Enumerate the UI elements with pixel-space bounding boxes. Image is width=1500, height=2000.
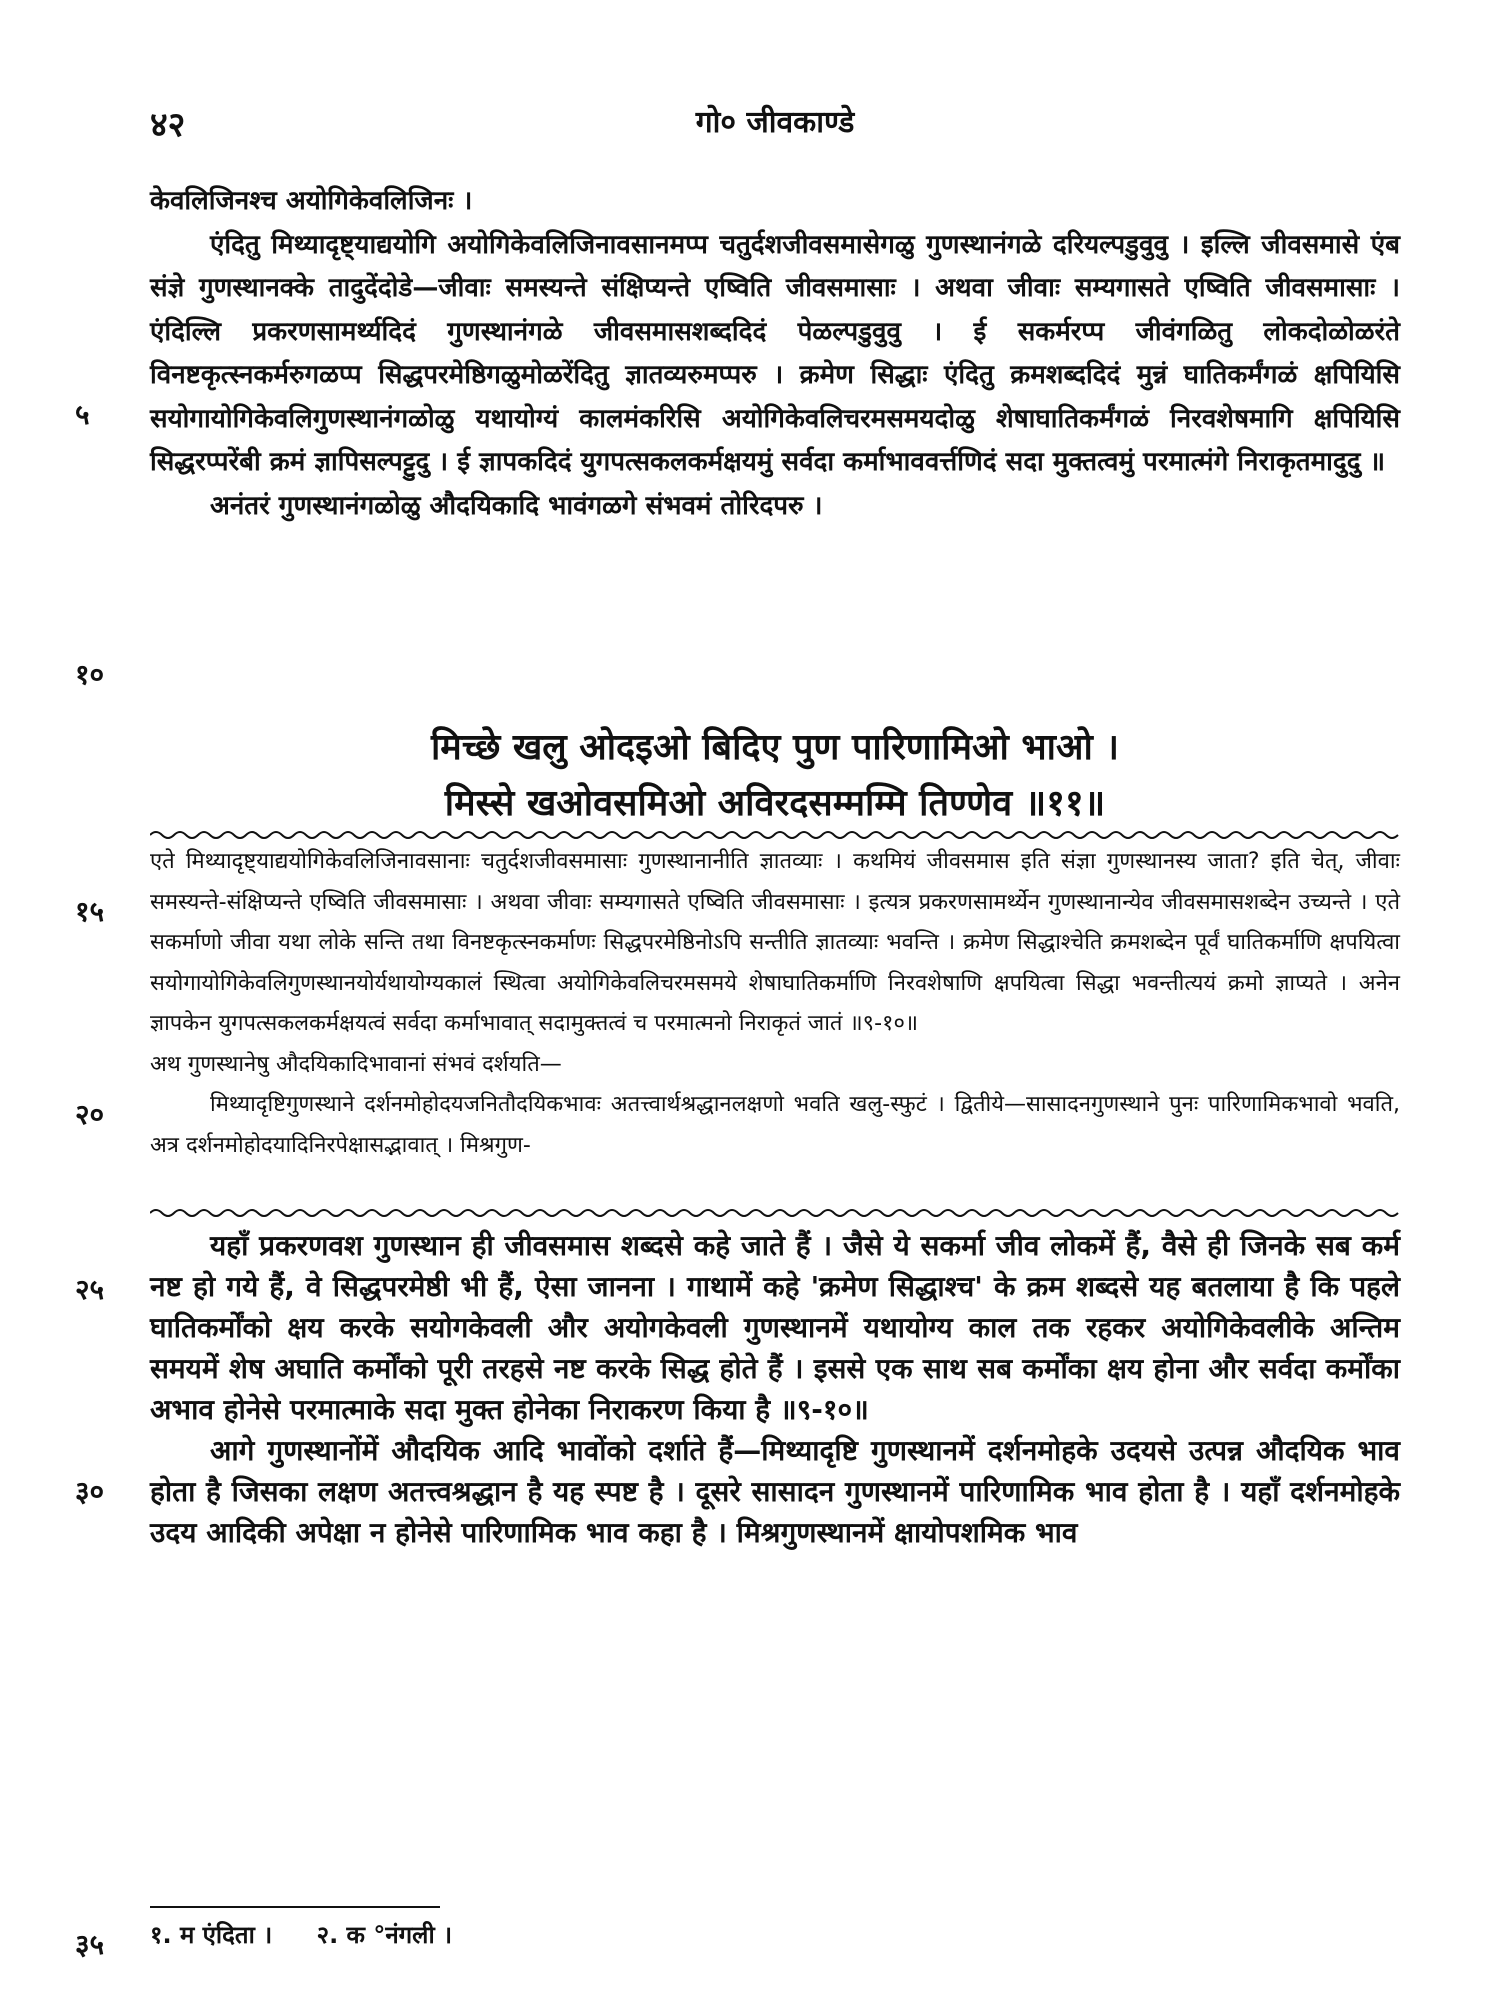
gatha-verse [150,720,1400,832]
footnotes [150,1918,488,1951]
verse-line: मिस्से खओवसमिओ अविरदसम्मम्मि तिण्णेव ॥११॥ [444,783,1106,824]
line-number: १० [75,658,105,691]
wavy-separator [150,1206,1400,1220]
wavy-separator [150,828,1400,842]
running-title: गो० जीवकाण्डे [695,105,855,140]
commentary-paragraph: अथ गुणस्थानेषु औदयिकादिभावानां संभवं दर्शयति— [150,1051,562,1077]
sanskrit-commentary [150,842,1400,1166]
commentary-paragraph: केवलिजिनश्च अयोगिकेवलिजिनः । [150,186,473,216]
hindi-translation [150,1225,1400,1553]
commentary-paragraph: अनंतरं गुणस्थानंगळोळु औदयिकादि भावंगळगे संभवमं तोरिदपरु । [210,490,823,521]
line-number: २५ [75,1273,105,1306]
line-number: २० [75,1098,105,1131]
line-number: ५ [75,398,90,431]
translation-paragraph: आगे गुणस्थानोंमें औदयिक आदि भावोंको दर्शाते हैं—मिथ्यादृष्टि गुणस्थानमें दर्शनमोहके उदयसे उत्पन्न औदयिक भाव होता है जिसका लक्षण अतत्त्वश्रद्धान है यह स्पष्ट है । दूसरे सासादन गुणस्थानमें पारिणामिक भाव होता है । यहाँ दर्शनमोहके उदय आदिकी अपेक्षा न होनेसे पारिणामिक भाव कहा है । मिश्रगुणस्थानमें क्षायोपशमिक भाव [150,1434,1400,1549]
page-number: ४२ [150,105,186,145]
footnote: १. म एंदिता । [150,1921,273,1949]
line-number: ३५ [75,1928,105,1961]
kannada-commentary [150,180,1400,528]
page-header [150,100,1400,160]
footnote-rule [150,1906,440,1908]
commentary-paragraph: एंदितु मिथ्यादृष्ट्याद्ययोगि अयोगिकेवलिजिनावसानमप्प चतुर्दशजीवसमासेगळु गुणस्थानंगळे दरियल्पडुवुवु । इल्लि जीवसमासे एंब संज्ञे गुणस्थानक्के तादुदेंदोडे—जीवाः समस्यन्ते संक्षिप्यन्ते एष्विति जीवसमासाः । अथवा जीवाः सम्यगासते एष्विति जीवसमासाः । एंदिल्लि प्रकरणसामर्थ्यदिदं गुणस्थानंगळे जीवसमासशब्ददिदं पेळल्पडुवुवु । ई सकर्मरप्प जीवंगळितु लोकदोळोळरंते विनष्टकृत्स्नकर्मरुगळप्प सिद्धपरमेष्ठिगळुमोळरेंदितु ज्ञातव्यरुमप्परु । क्रमेण सिद्धाः एंदितु क्रमशब्ददिदं मुन्नं घातिकर्मंगळं क्षपियिसि सयोगायोगिकेवलिगुणस्थानंगळोळु यथायोग्यं कालमंकरिसि अयोगिकेवलिचरमसमयदोळु शेषाघातिकर्मंगळं निरवशेषमागि क्षपियिसि सिद्धरप्परेंबी क्रमं ज्ञापिसल्पट्टुदु । ई ज्ञापकदिदं युगपत्सकलकर्मक्षयमुं सर्वदा कर्माभाववर्त्तणिदं सदा मुक्तत्वमुं परमात्मंगे निराकृतमादुदु ॥ [150,229,1400,477]
footnote: २. क °नंगली । [316,1921,453,1949]
line-number: ३० [75,1475,105,1508]
translation-paragraph: यहाँ प्रकरणवश गुणस्थान ही जीवसमास शब्दसे कहे जाते हैं । जैसे ये सकर्मा जीव लोकमें हैं, वैसे ही जिनके सब कर्म नष्ट हो गये हैं, वे सिद्धपरमेष्ठी भी हैं, ऐसा जानना । गाथामें कहे 'क्रमेण सिद्धाश्च' के क्रम शब्दसे यह बतलाया है कि पहले घातिकर्मोंको क्षय करके सयोगकेवली और अयोगकेवली गुणस्थानमें यथायोग्य काल तक रहकर अयोगिकेवलीके अन्तिम समयमें शेष अघाति कर्मोंको पूरी तरहसे नष्ट करके सिद्ध होते हैं । इससे एक साथ सब कर्मोंका क्षय होना और सर्वदा कर्मोंका अभाव होनेसे परमात्माके सदा मुक्त होनेका निराकरण किया है ॥९-१०॥ [150,1229,1400,1426]
commentary-paragraph: मिथ्यादृष्टिगुणस्थाने दर्शनमोहोदयजनितौदयिकभावः अतत्त्वार्थश्रद्धानलक्षणो भवति खलु-स्फुटं । द्वितीये—सासादनगुणस्थाने पुनः पारिणामिकभावो भवति, अत्र दर्शनमोहोदयादिनिरपेक्षासद्भावात् । मिश्रगुण- [150,1092,1400,1158]
verse-line: मिच्छे खलु ओदइओ बिदिए पुण पारिणामिओ भाओ । [430,727,1120,768]
line-number: १५ [75,895,105,928]
commentary-paragraph: एते मिथ्यादृष्ट्याद्ययोगिकेवलिजिनावसानाः चतुर्दशजीवसमासाः गुणस्थानानीति ज्ञातव्याः । कथमियं जीवसमास इति संज्ञा गुणस्थानस्य जाता? इति चेत्, जीवाः समस्यन्ते-संक्षिप्यन्ते एष्विति जीवसमासाः । अथवा जीवाः सम्यगासते एष्विति जीवसमासाः । इत्यत्र प्रकरणसामर्थ्येन गुणस्थानान्येव जीवसमासशब्देन उच्यन्ते । एते सकर्माणो जीवा यथा लोके सन्ति तथा विनष्टकृत्स्नकर्माणः सिद्धपरमेष्ठिनोऽपि सन्तीति ज्ञातव्याः भवन्ति । क्रमेण सिद्धाश्चेति क्रमशब्देन पूर्वं घातिकर्माणि क्षपयित्वा सयोगायोगिकेवलिगुणस्थानयोर्यथायोग्यकालं स्थित्वा अयोगिकेवलिचरमसमये शेषाघातिकर्माणि निरवशेषाणि क्षपयित्वा सिद्धा भवन्तीत्ययं क्रमो ज्ञाप्यते । अनेन ज्ञापकेन युगपत्सकलकर्मक्षयत्वं सर्वदा कर्माभावात् सदामुक्तत्वं च परमात्मनो निराकृतं जातं ॥९-१०॥ [150,849,1400,1036]
